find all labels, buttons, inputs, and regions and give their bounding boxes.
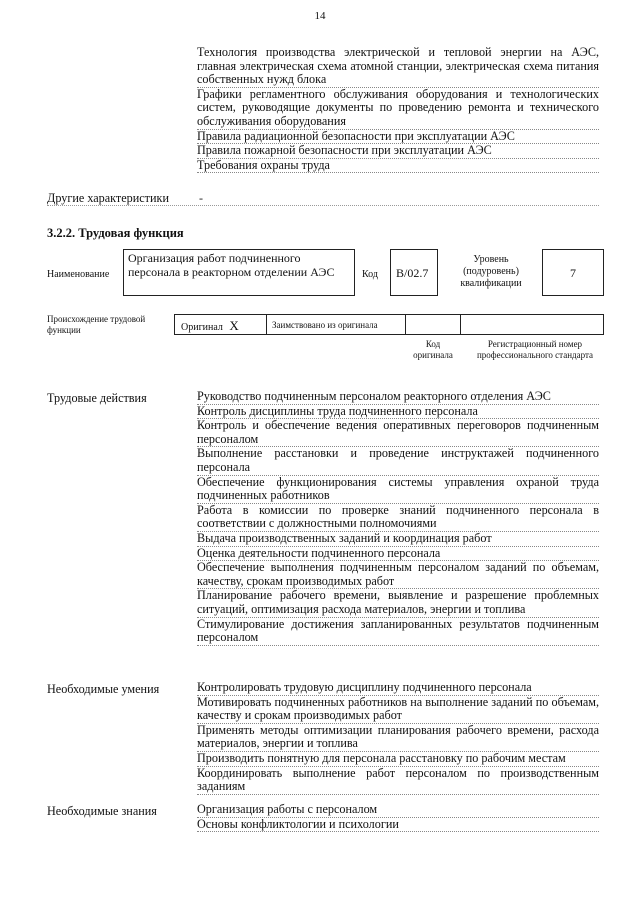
list-item: Основы конфликтологии и психологии [197,818,599,833]
list-item: Обеспечение функционирования системы управления охраной труда подчиненных работников [197,474,599,503]
list-item: Работа в комиссии по проверке знаний подчиненного персонала в соответствии с должностными полномочиями [197,502,599,531]
list-item: Контроль дисциплины труда подчиненного персонала [197,405,599,420]
function-name-box [123,249,355,296]
page-number: 14 [314,10,326,22]
borrowed-cell [266,314,406,335]
list-item: Требования охраны труда [197,159,599,174]
original-cell [174,314,267,335]
original-label: Оригинал [181,322,223,333]
list-item: Контроль и обеспечение ведения оперативных переговоров подчиненным персоналом [197,418,599,446]
other-characteristics-value: - [199,191,203,205]
other-characteristics-label: Другие характеристики [47,191,169,205]
list-item: Технология производства электрической и тепловой энергии на АЭС, главная электрическая схема атомной станции, электрическая схема питания собственных нужд блока [197,45,599,87]
requirements-list [197,46,599,173]
list-item: Выполнение расстановки и проведение инструктажей подчиненного персонала [197,446,599,474]
code-original-cell [405,314,461,335]
code-box [390,249,438,296]
list-item: Координировать выполнение работ персоналом по производственным заданиям [197,765,599,794]
labor-actions-list [197,390,599,646]
reg-number-label: Регистрационный номер профессионального стандарта [476,339,594,360]
list-item: Оценка деятельности подчиненного персонала [197,547,599,562]
code-value: В/02.7 [396,266,429,280]
list-item: Правила пожарной безопасности при эксплуатации АЭС [197,144,599,159]
list-item: Производить понятную для персонала расстановку по рабочим местам [197,752,599,767]
section-title: 3.2.2. Трудовая функция [47,226,184,240]
skills-list [197,681,599,795]
knowledge-list [197,803,599,832]
list-item: Выдача производственных заданий и координация работ [197,532,599,547]
code-label: Код [362,269,378,280]
original-mark: X [229,318,239,333]
skills-label: Необходимые умения [47,682,160,696]
divider [47,205,599,206]
level-label: Уровень (подуровень) квалификации [460,254,522,289]
origin-label: Происхождение трудовой функции [47,314,146,335]
list-item: Стимулирование достижения запланированных результатов подчиненным персоналом [197,616,599,645]
list-item: Мотивировать подчиненных работников на выполнение заданий по объемам, качеству и срокам производимых работ [197,694,599,723]
labor-actions-label: Трудовые действия [47,391,147,405]
list-item: Обеспечение выполнения подчиненным персоналом заданий по объемам, качеству, срокам производимых работ [197,560,599,588]
name-label: Наименование [47,269,110,280]
list-item: Правила радиационной безопасности при эксплуатации АЭС [197,130,599,145]
level-box [542,249,604,296]
list-item: Контролировать трудовую дисциплину подчиненного персонала [197,681,599,696]
function-name: Организация работ подчиненного персонала в реакторном отделении АЭС [128,251,335,279]
level-value: 7 [570,266,576,280]
borrowed-label: Заимствовано из оригинала [272,320,378,330]
list-item: Графики регламентного обслуживания оборудования и технологических систем, руководящие документы по проведению ремонта и технического обслуживания оборудования [197,86,599,128]
list-item: Применять методы оптимизации планирования рабочего времени, расхода материалов, энергии и топлива [197,722,599,751]
code-original-label: Код оригинала [413,339,453,360]
list-item: Организация работы с персоналом [197,803,599,818]
knowledge-label: Необходимые знания [47,804,157,818]
list-item: Руководство подчиненным персоналом реакторного отделения АЭС [197,390,599,405]
reg-number-cell [460,314,604,335]
list-item: Планирование рабочего времени, выявление и разрешение проблемных ситуаций, оптимизация расхода материалов, энергии и топлива [197,588,599,616]
